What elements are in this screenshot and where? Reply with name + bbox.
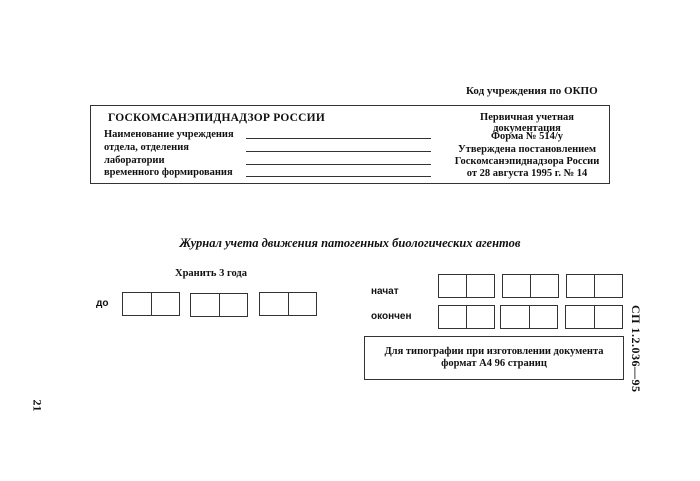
document-title: Журнал учета движения патогенных биологических агентов: [179, 236, 521, 250]
started-month-cells[interactable]: [502, 274, 559, 298]
started-year-cells[interactable]: [566, 274, 623, 298]
retention-label: Хранить 3 года: [175, 268, 247, 279]
finished-year-cells[interactable]: [565, 305, 623, 329]
field-input-institution[interactable]: [246, 138, 431, 139]
typography-note-line1: Для типографии при изготовлении документа: [384, 346, 604, 357]
field-input-department[interactable]: [246, 151, 431, 152]
started-day-cells[interactable]: [438, 274, 495, 298]
typography-note-box: [364, 336, 624, 380]
until-label: до: [96, 298, 109, 309]
field-input-laboratory[interactable]: [246, 164, 431, 165]
finished-month-cells[interactable]: [500, 305, 558, 329]
typography-note-line2: формат А4 96 страниц: [441, 358, 547, 369]
field-label-department: отдела, отделения: [104, 142, 189, 153]
okpo-code-label: Код учреждения по ОКПО: [466, 85, 598, 97]
regulation-code: СП 1.2.036—95: [629, 305, 643, 393]
until-day-cells[interactable]: [122, 292, 180, 316]
form-number: Форма № 514/у: [491, 131, 563, 142]
page-number: 21: [30, 399, 45, 412]
agency-name: ГОСКОМСАНЭПИДНАДЗОР РОССИИ: [108, 112, 325, 124]
until-year-cells[interactable]: [259, 292, 317, 316]
until-month-cells[interactable]: [190, 293, 248, 317]
approving-authority: Госкомсанэпиднадзора России: [454, 156, 600, 167]
field-label-institution: Наименование учреждения: [104, 129, 234, 140]
field-input-temporary-unit[interactable]: [246, 176, 431, 177]
finished-day-cells[interactable]: [438, 305, 495, 329]
started-label: начат: [371, 286, 399, 297]
primary-docs-label: Первичная учетная документация: [480, 112, 574, 134]
field-label-temporary-unit: временного формирования: [104, 167, 233, 178]
approved-by-label: Утверждена постановлением: [457, 144, 597, 155]
approval-date: от 28 августа 1995 г. № 14: [466, 168, 588, 179]
field-label-laboratory: лаборатории: [104, 155, 165, 166]
finished-label: окончен: [371, 311, 412, 322]
